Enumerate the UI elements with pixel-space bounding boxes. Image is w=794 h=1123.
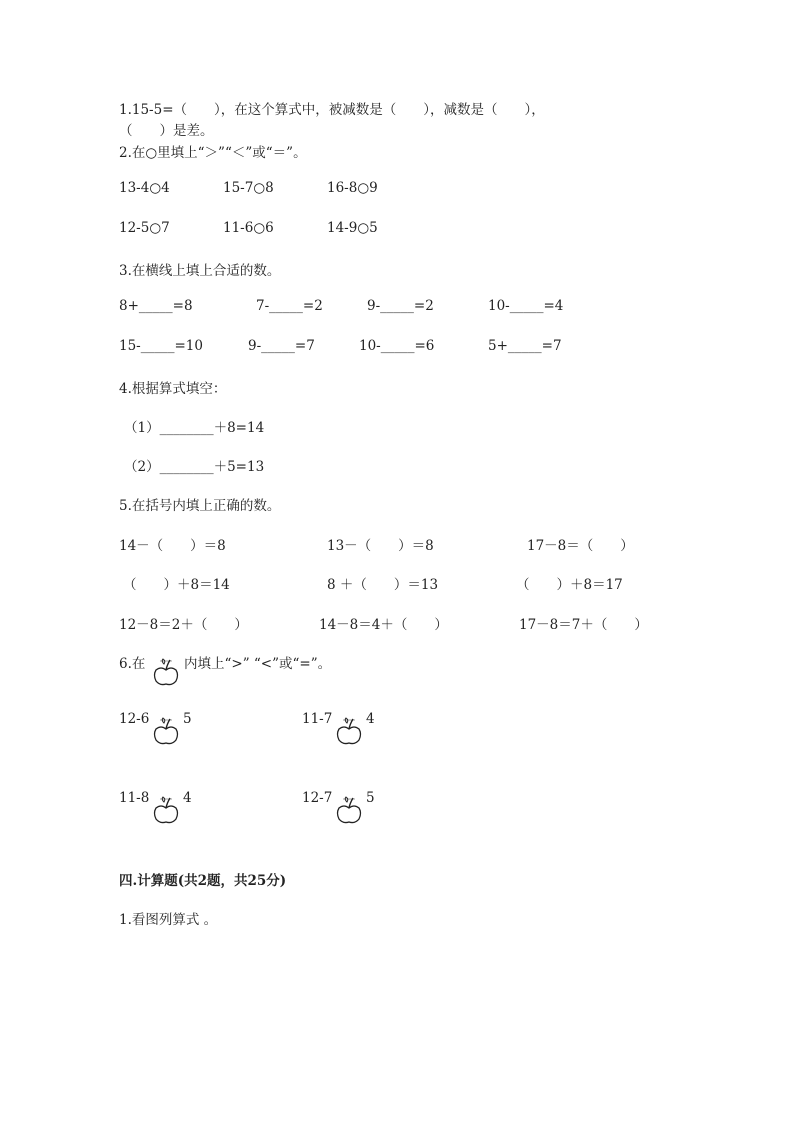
q3-item: 15-_____=10	[119, 338, 203, 354]
q5-item: （ ）＋8＝14	[123, 577, 230, 593]
q6-item-left: 11-8	[119, 790, 150, 806]
q5-item: 14－8＝4＋（ ）	[319, 617, 448, 633]
q6-item-right: 5	[366, 790, 375, 806]
q3-item: 10-_____=4	[488, 298, 564, 314]
q2-item: 13-4○4	[119, 180, 170, 196]
q5-item: 17－8＝7＋（ ）	[519, 617, 648, 633]
q5-item: 17－8＝（ ）	[527, 538, 634, 554]
q6-title-suffix: 内填上“>” “<”或“=”。	[184, 656, 332, 672]
q4-title: 4.根据算式填空：	[119, 381, 227, 397]
q2-item: 16-8○9	[327, 180, 378, 196]
q3-item: 10-_____=6	[359, 338, 435, 354]
q6-item-right: 5	[183, 711, 192, 727]
q5-title: 5.在括号内填上正确的数。	[119, 498, 281, 514]
q2-item: 11-6○6	[223, 220, 274, 236]
section-heading: 四.计算题(共2题，共25分)	[119, 873, 287, 889]
q6-item-left: 12-6	[119, 711, 150, 727]
q5-item: 14－（ ）＝8	[119, 538, 226, 554]
q6-item-left: 12-7	[302, 790, 333, 806]
q5-item: （ ）＋8＝17	[516, 577, 623, 593]
q3-item: 9-_____=2	[367, 298, 434, 314]
q6-item-right: 4	[183, 790, 192, 806]
section4-q1: 1.看图列算式 。	[119, 912, 218, 928]
q5-item: 8 ＋（ ）＝13	[327, 577, 439, 593]
apple-icon	[151, 793, 181, 825]
q2-item: 14-9○5	[327, 220, 378, 236]
q5-item: 13－（ ）＝8	[327, 538, 434, 554]
apple-icon	[151, 655, 181, 687]
q3-title: 3.在横线上填上合适的数。	[119, 263, 281, 279]
q6-item-right: 4	[366, 711, 375, 727]
q2-item: 15-7○8	[223, 180, 274, 196]
q1-line2: （ ）是差。	[119, 123, 214, 139]
q3-item: 8+_____=8	[119, 298, 193, 314]
q2-item: 12-5○7	[119, 220, 170, 236]
q4-item: （2）________＋5=13	[124, 459, 265, 475]
q3-item: 9-_____=7	[248, 338, 315, 354]
q2-title: 2.在○里填上“＞”“＜”或“＝”。	[119, 145, 307, 161]
q5-item: 12－8＝2＋（ ）	[119, 617, 248, 633]
apple-icon	[151, 714, 181, 746]
q3-item: 7-_____=2	[256, 298, 323, 314]
apple-icon	[334, 793, 364, 825]
q4-item: （1）________＋8=14	[124, 420, 265, 436]
apple-icon	[334, 714, 364, 746]
q6-title-prefix: 6.在	[119, 656, 146, 672]
q3-item: 5+_____=7	[488, 338, 562, 354]
q6-item-left: 11-7	[302, 711, 333, 727]
q1-line1: 1.15-5=（ ），在这个算式中，被减数是（ ），减数是（ ），	[119, 102, 545, 118]
